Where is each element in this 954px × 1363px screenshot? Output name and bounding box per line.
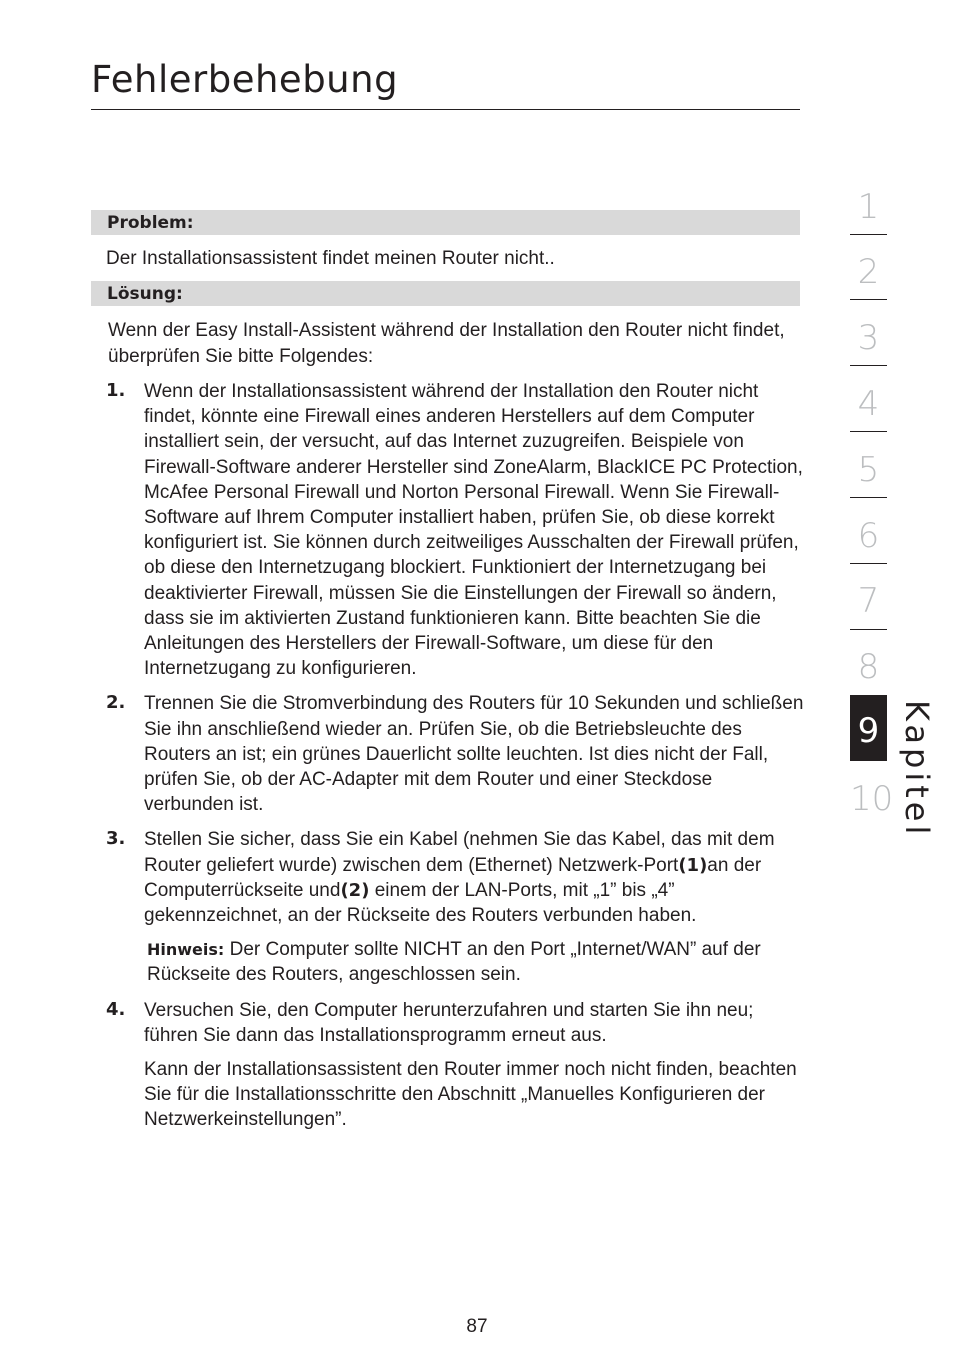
problem-heading-bar [91,210,800,235]
problem-text: Der Installationsassistent findet meinen Router nicht.. [106,248,555,269]
step-4 [106,998,806,1133]
chapter-divider [850,629,887,630]
step-number: 2. [106,692,126,714]
chapter-divider [850,497,887,498]
solution-label: Lösung: [107,284,183,304]
chapter-divider [850,234,887,235]
title-divider [91,109,800,110]
step-number: 4. [106,998,126,1020]
note-text: Der Computer sollte NICHT an den Port „Internet/WAN” auf der Rückseite des Routers, angeschlossen sein. [147,939,761,986]
step-text [144,827,806,928]
chapter-8[interactable]: 8 [857,647,880,687]
callout-marker-1: (1) [678,854,708,876]
step-2 [106,691,806,817]
solution-heading-bar [91,281,800,306]
step-1 [106,379,806,681]
page-title: Fehlerbehebung [91,58,399,101]
step-text: Wenn der Installationsassistent während der Installation den Router nicht findet, könnte eine Firewall eines anderen Herstellers auf dem Computer installiert sein, der versucht, auf das Internet zuzugreifen. Beispiele von Firewall-Software anderer Hersteller sind ZoneAlarm, BlackICE PC Protection, McAfee Personal Firewall und Norton Personal Firewall. Wenn Sie Firewall-Software auf Ihrem Computer installiert haben, prüfen Sie, ob diese korrekt konfiguriert ist. Sie können durch zeitweiliges Ausschalten der Firewall prüfen, ob diese den Internetzugang blockiert. Funktioniert der Internetzugang bei deaktivierter Firewall, müssen Sie die Einstellungen der Firewall so ändern, dass sie im aktivierten Zustand funktionieren kann. Bitte beachten Sie die Anleitungen des Herstellers der Firewall-Software, um diese für den Internetzugang zu konfigurieren. [144,381,803,680]
chapter-6[interactable]: 6 [857,516,880,556]
step-text-part: einem der LAN-Ports, mit „1” bis „4” gekennzeichnet, an der Rückseite des Routers verbunden haben. [144,879,697,927]
callout-marker-2: (2) [340,879,370,901]
step-text-part: Stellen Sie sicher, dass Sie ein Kabel (nehmen Sie das Kabel, das mit dem Router geliefert wurde) zwischen dem (Ethernet) Netzwerk-Port [144,829,775,876]
note-label: Hinweis: [147,940,225,960]
step-text-part: an der Computerrückseite und [144,854,762,901]
chapter-1[interactable]: 1 [857,187,880,227]
chapter-divider [850,431,887,432]
step-text: Versuchen Sie, den Computer herunterzufahren und starten Sie ihn neu; führen Sie dann das Installationsprogramm erneut aus. [144,999,754,1046]
step-3 [106,827,806,987]
problem-label: Problem: [107,213,194,233]
chapter-divider [850,299,887,300]
note [144,937,806,987]
chapter-2[interactable]: 2 [857,252,880,292]
step-number: 1. [106,380,126,401]
page-number: 87 [466,1316,488,1337]
step-followup: Kann der Installationsassistent den Router immer noch nicht finden, beachten Sie für die Installationsschritte den Abschnitt „Manuelles Konfigurieren der Netzwerkeinstellungen”. [144,1059,797,1131]
chapter-3[interactable]: 3 [857,318,880,358]
solution-steps [106,379,806,1143]
chapter-label-text: Kapitel [898,700,936,839]
chapter-label [896,700,936,839]
chapter-divider [850,365,887,366]
chapter-7[interactable]: 7 [857,581,880,621]
solution-intro: Wenn der Easy Install-Assistent während der Installation den Router nicht findet, überprüfen Sie bitte Folgendes: [108,320,785,367]
chapter-10[interactable]: 10 [850,779,894,819]
step-number: 3. [106,828,126,850]
step-text: Trennen Sie die Stromverbindung des Routers für 10 Sekunden und schließen Sie ihn anschließend wieder an. Prüfen Sie, ob die Betriebsleuchte des Routers an ist; ein grünes Dauerlicht sollte leuchten. Ist dies nicht der Fall, prüfen Sie, ob der AC-Adapter mit dem Router und einer Steckdose verbunden ist. [144,693,804,816]
chapter-9-active[interactable]: 9 [850,695,887,761]
chapter-4[interactable]: 4 [857,384,880,424]
chapter-5[interactable]: 5 [857,450,880,490]
chapter-divider [850,563,887,564]
